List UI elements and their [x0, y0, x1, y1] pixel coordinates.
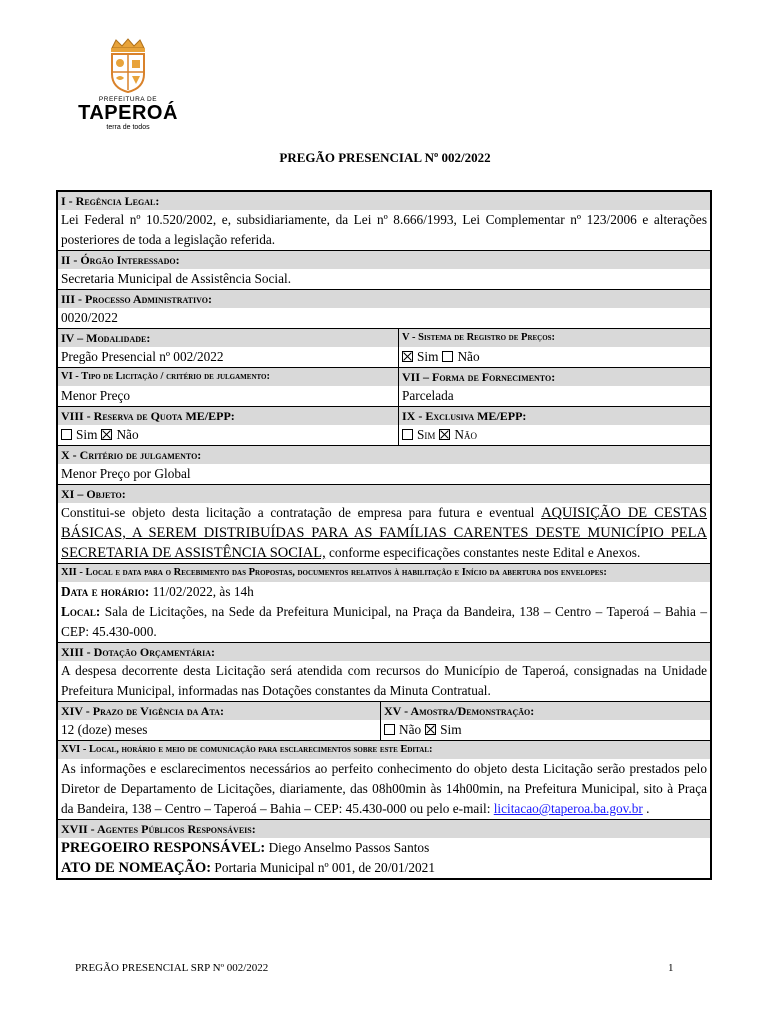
esclarecimentos-end: . — [642, 801, 650, 816]
empty-checkbox-icon — [384, 724, 395, 735]
option-label: Não — [454, 427, 478, 442]
email-link[interactable]: licitacao@taperoa.ba.gov.br — [493, 801, 643, 816]
section-text — [58, 759, 710, 819]
objeto-intro: Constitui-se objeto desta licitação a contratação de empresa para futura e eventual — [61, 505, 542, 520]
section-processo — [58, 290, 710, 329]
section-header: VIII - Reserva de Quota ME/EPP: — [58, 407, 398, 425]
local-line — [58, 602, 710, 642]
amostra-options — [381, 720, 710, 740]
objeto-end: conforme especificações constantes neste Edital e Anexos. — [325, 545, 641, 560]
empty-checkbox-icon — [402, 429, 413, 440]
section-text: Lei Federal nº 10.520/2002, e, subsidiariamente, da Lei nº 8.666/1993, Lei Complementar nº 123/2006 e alterações posteriores de toda a legislação referida. — [61, 212, 707, 247]
logo-tagline: terra de todos — [106, 124, 150, 131]
coat-of-arms-icon — [106, 38, 150, 94]
section-header: XIV - Prazo de Vigência da Ata: — [58, 702, 380, 720]
section-regencia — [58, 192, 710, 251]
section-header: XV - Amostra/Demonstração: — [381, 702, 710, 720]
exclusiva-options — [399, 425, 710, 445]
option-label: Não — [399, 722, 422, 737]
section-text: Pregão Presencial nº 002/2022 — [61, 349, 224, 364]
document-title: PREGÃO PRESENCIAL Nº 002/2022 — [279, 150, 491, 165]
section-header: IV – Modalidade: — [58, 329, 398, 347]
section-objeto — [58, 485, 710, 564]
section-header: XVI - Local, horário e meio de comunicação para esclarecimentos sobre este Edital: — [58, 741, 710, 759]
section-text: Secretaria Municipal de Assistência Social. — [61, 271, 292, 286]
section-criterio — [58, 446, 710, 485]
section-header: IX - Exclusiva ME/EPP: — [399, 407, 710, 425]
logo-city: TAPEROÁ — [78, 102, 178, 124]
section-dotacao — [58, 643, 710, 702]
page-number: 1 — [668, 962, 674, 974]
reserva-options — [58, 425, 398, 445]
section-header: V - Sistema de Registro de Preços: — [399, 329, 710, 347]
section-recebimento — [58, 564, 710, 643]
empty-checkbox-icon — [61, 429, 72, 440]
option-label: Sim — [76, 427, 98, 442]
section-text: Parcelada — [402, 388, 454, 403]
section-header: III - Processo Administrativo: — [58, 290, 710, 308]
date-value: 11/02/2022, às 14h — [149, 584, 254, 599]
section-esclarecimentos — [58, 741, 710, 820]
local-label: Local: — [61, 604, 101, 619]
option-label: Sim — [417, 349, 439, 364]
section-row-reserva — [58, 407, 710, 446]
section-header: XII - Local e data para o Recebimento das Propostas, documentos relativos à habilitação e Início da abertura dos envelopes: — [58, 564, 710, 582]
empty-checkbox-icon — [442, 351, 453, 362]
section-header: VII – Forma de Fornecimento: — [399, 368, 710, 386]
nomeacao-line — [58, 858, 710, 878]
data-horario-line — [58, 582, 710, 602]
page-footer: PREGÃO PRESENCIAL SRP Nº 002/2022 — [75, 962, 269, 974]
logo-prefix: PREFEITURA DE — [98, 96, 158, 103]
pregoeiro-value: Diego Anselmo Passos Santos — [265, 840, 430, 855]
objeto-description: AQUISIÇÃO DE CESTAS BÁSICAS, A SEREM DISTRIBUÍDAS PARA AS FAMÍLIAS CARENTES DESTE MUNICÍPIO PELA SECRETARIA DE ASSISTÊNCIA SOCIAL, — [61, 505, 708, 561]
section-text: 0020/2022 — [61, 310, 118, 325]
section-row-tipo — [58, 368, 710, 407]
section-text: 12 (doze) meses — [61, 722, 148, 737]
section-header: XIII - Dotação Orçamentária: — [58, 643, 710, 661]
prefeitura-logo — [72, 38, 184, 131]
date-label: Data e horário: — [61, 584, 150, 599]
section-header: VI - Tipo de Licitação / critério de julgamento: — [58, 368, 398, 386]
option-label: Não — [457, 349, 480, 364]
section-header: I - Regência Legal: — [58, 192, 710, 210]
section-row-modalidade — [58, 329, 710, 368]
section-header: II - Órgão Interessado: — [58, 251, 710, 269]
section-header: XVII - Agentes Públicos Responsáveis: — [58, 820, 710, 838]
checked-checkbox-icon — [439, 429, 450, 440]
section-agentes — [58, 820, 710, 878]
checked-checkbox-icon — [425, 724, 436, 735]
option-label: Não — [116, 427, 139, 442]
section-header: X - Critério de julgamento: — [58, 446, 710, 464]
pregoeiro-line — [58, 838, 710, 858]
nomeacao-value: Portaria Municipal nº 001, de 20/01/2021 — [211, 860, 435, 875]
esclarecimentos-text: As informações e esclarecimentos necessários ao perfeito conhecimento do objeto desta Licitação serão prestados pelo Diretor de Departamento de Licitações, diariamente, das 08h00min às 14h00min, na Prefeitura Municipal, sito à Praça da Bandeira, 138 – Centro – Taperoá – Bahia – CEP: 45.430-000 ou pelo e-mail: — [61, 761, 707, 816]
local-value: Sala de Licitações, na Sede da Prefeitura Municipal, na Praça da Bandeira, 138 – Centro – Taperoá – Bahia – CEP: 45.430-000. — [61, 604, 707, 639]
checked-checkbox-icon — [101, 429, 112, 440]
edital-summary-table — [56, 190, 712, 880]
option-label: Sim — [440, 722, 462, 737]
option-label: Sim — [417, 427, 436, 442]
section-row-prazo — [58, 702, 710, 741]
srp-options — [399, 347, 710, 367]
section-orgao — [58, 251, 710, 290]
section-text — [58, 503, 710, 563]
section-text: Menor Preço por Global — [61, 466, 191, 481]
nomeacao-label: ATO DE NOMEAÇÃO: — [61, 860, 212, 876]
section-header: XI – Objeto: — [58, 485, 710, 503]
section-text: Menor Preço — [61, 388, 131, 403]
section-text: A despesa decorrente desta Licitação será atendida com recursos do Município de Taperoá, consignadas na Unidade Prefeitura Municipal, informadas nas Dotações constantes da Minuta Contratual. — [61, 663, 707, 698]
checked-checkbox-icon — [402, 351, 413, 362]
pregoeiro-label: PREGOEIRO RESPONSÁVEL: — [61, 840, 266, 856]
